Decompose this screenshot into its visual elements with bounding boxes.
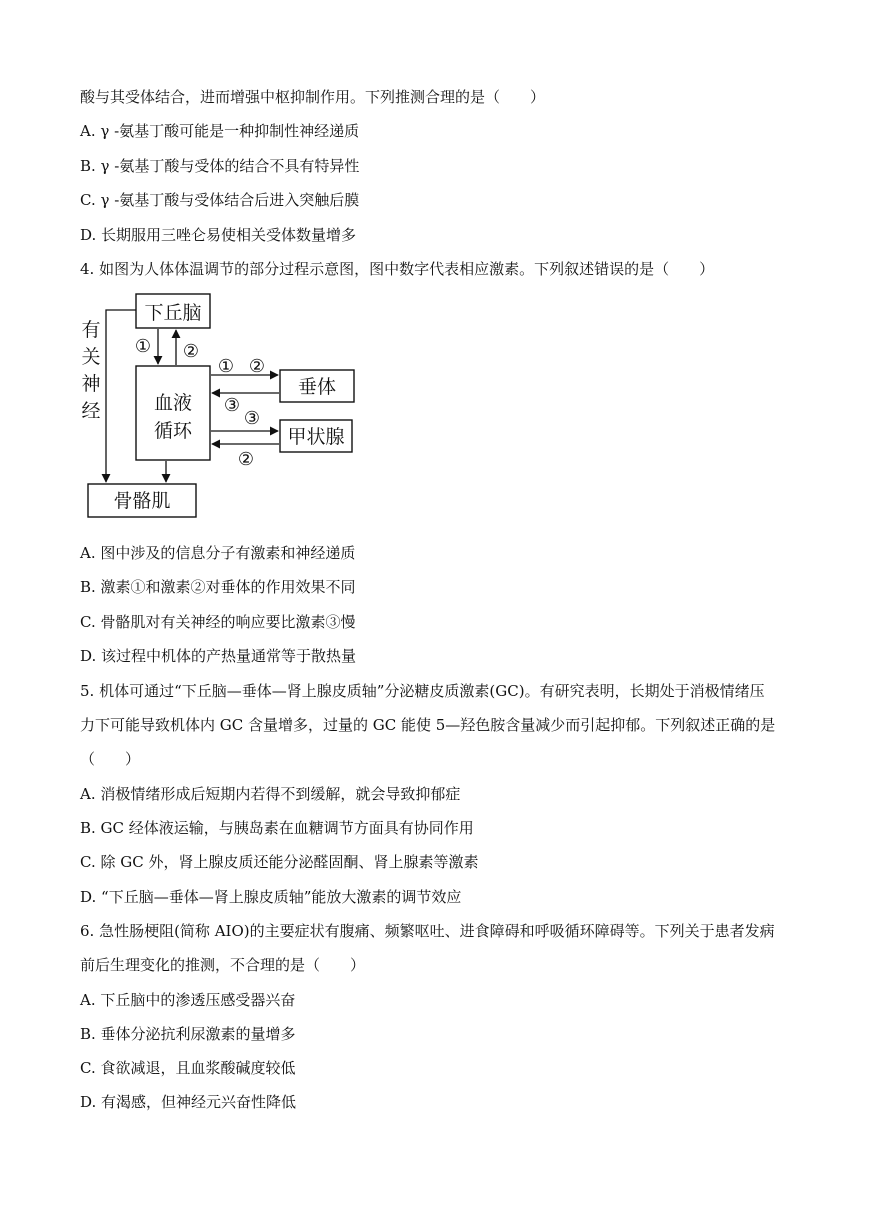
- label-t-out: ③: [243, 408, 261, 429]
- label-p-out2: ②: [248, 356, 266, 377]
- thermoregulation-diagram: [70, 288, 370, 524]
- option-b: B. 激素①和激素②对垂体的作用效果不同: [80, 578, 356, 596]
- label-h2: ②: [182, 341, 200, 362]
- option-a: A. 图中涉及的信息分子有激素和神经递质: [80, 544, 356, 562]
- option-b: B. 垂体分泌抗利尿激素的量增多: [80, 1025, 296, 1043]
- question-5: 5. 机体可通过“下丘脑—垂体—肾上腺皮质轴”分泌糖皮质激素(GC)。有研究表明，长期处于消极情绪压: [80, 682, 765, 700]
- option-d: D. 该过程中机体的产热量通常等于散热量: [80, 647, 357, 665]
- nerve-char-2: 关: [81, 346, 101, 368]
- option-d: D. 有渴感，但神经元兴奋性降低: [80, 1093, 297, 1111]
- thyroid-label: 甲状腺: [287, 426, 345, 448]
- text-line: 酸与其受体结合，进而增强中枢抑制作用。下列推测合理的是（ ）: [80, 88, 546, 106]
- blood-circulation-label-1: 血液: [153, 392, 193, 414]
- option-b: B. GC 经体液运输，与胰岛素在血糖调节方面具有协同作用: [80, 819, 474, 837]
- nerve-char-4: 经: [81, 400, 101, 422]
- option-a: A. 下丘脑中的渗透压感受器兴奋: [80, 991, 296, 1009]
- option-c: C. 食欲减退，且血浆酸碱度较低: [80, 1059, 296, 1077]
- question-4: 4. 如图为人体体温调节的部分过程示意图，图中数字代表相应激素。下列叙述错误的是（ ）: [80, 260, 715, 278]
- label-h1: ①: [134, 336, 152, 357]
- label-p-out1: ①: [217, 356, 235, 377]
- question-6-cont: 前后生理变化的推测，不合理的是（ ）: [80, 956, 366, 974]
- skeletal-muscle-label: 骨骼肌: [113, 490, 171, 512]
- label-t-in: ②: [237, 449, 255, 470]
- question-6: 6. 急性肠梗阻(简称 AIO)的主要症状有腹痛、频繁呕吐、进食障碍和呼吸循环障碍等。下列关于患者发病: [80, 922, 775, 940]
- option-c: C. 除 GC 外，肾上腺皮质还能分泌醛固酮、肾上腺素等激素: [80, 853, 479, 871]
- nerve-char-3: 神: [81, 373, 101, 395]
- pituitary-label: 垂体: [297, 376, 337, 398]
- option-d: D. 长期服用三唑仑易使相关受体数量增多: [80, 226, 357, 244]
- question-5-blank: （ ）: [80, 750, 141, 768]
- option-a: A. γ -氨基丁酸可能是一种抑制性神经递质: [80, 122, 360, 140]
- option-c: C. γ -氨基丁酸与受体结合后进入突触后膜: [80, 191, 360, 209]
- nerve-char-1: 有: [81, 319, 101, 341]
- option-b: B. γ -氨基丁酸与受体的结合不具有特异性: [80, 157, 360, 175]
- option-a: A. 消极情绪形成后短期内若得不到缓解，就会导致抑郁症: [80, 785, 461, 803]
- label-p-in: ③: [223, 395, 241, 416]
- option-d: D. “下丘脑—垂体—肾上腺皮质轴”能放大激素的调节效应: [80, 888, 462, 906]
- hypothalamus-label: 下丘脑: [144, 302, 202, 324]
- option-c: C. 骨骼肌对有关神经的响应要比激素③慢: [80, 613, 356, 631]
- nerve-path: [106, 310, 136, 482]
- question-5-cont: 力下可能导致机体内 GC 含量增多，过量的 GC 能使 5—羟色胺含量减少而引起抑郁。下列叙述正确的是: [80, 716, 776, 734]
- blood-circulation-label-2: 循环: [153, 420, 193, 442]
